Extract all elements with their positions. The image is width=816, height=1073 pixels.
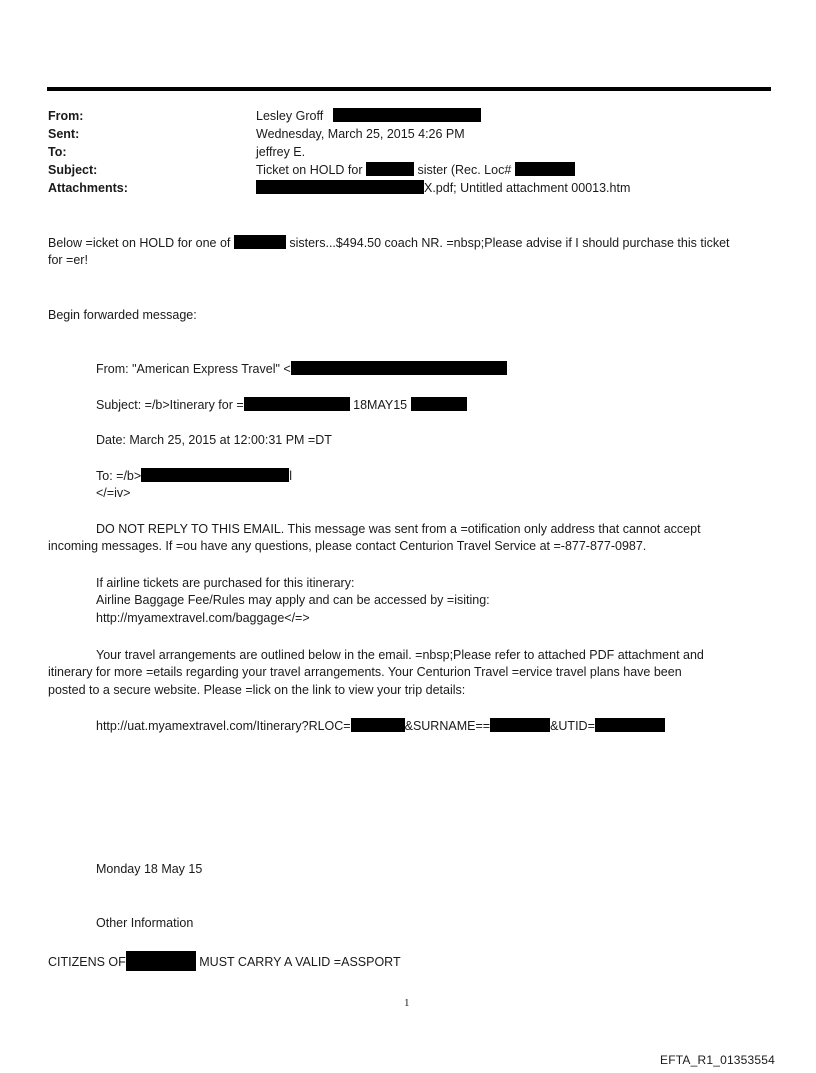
redaction-bar: [234, 235, 286, 249]
baggage-line-1: If airline tickets are purchased for this itinerary:: [96, 576, 355, 590]
fwd-to: [96, 468, 292, 485]
other-information: Other Information: [96, 916, 194, 930]
subject-value: [256, 162, 575, 179]
redaction-bar: [333, 108, 481, 122]
fwd-subject-text-2: 18MAY15: [353, 398, 408, 412]
subject-label: Subject:: [48, 163, 98, 177]
redaction-bar: [141, 468, 289, 482]
url-text-3: &UTID=: [550, 719, 595, 733]
citizens-line: [48, 951, 401, 971]
intro-text-2: sisters...$494.50 coach NR. =nbsp;Please advise if I should purchase this ticket: [289, 236, 730, 250]
arrange-line-3: posted to a secure website. Please =lick on the link to view your trip details:: [48, 683, 466, 697]
arrange-line-1: Your travel arrangements are outlined below in the email. =nbsp;Please refer to attached PDF attachment and: [96, 648, 704, 662]
from-value: [256, 108, 481, 125]
forwarded-header: Begin forwarded message:: [48, 308, 197, 322]
document-id: EFTA_R1_01353554: [660, 1053, 776, 1067]
arrange-line-2: itinerary for more =etails regarding your travel arrangements. Your Centurion Travel =ervice travel plans have been: [48, 665, 682, 679]
fwd-from-text: From: "American Express Travel" <: [96, 362, 291, 376]
itinerary-link[interactable]: [96, 718, 665, 735]
url-text-1: http://uat.myamextravel.com/Itinerary?RLOC=: [96, 719, 351, 733]
fwd-subject: [96, 397, 467, 414]
intro-text-1: Below =icket on HOLD for one of: [48, 236, 231, 250]
fwd-date: Date: March 25, 2015 at 12:00:31 PM =DT: [96, 433, 332, 447]
to-value: jeffrey E.: [256, 145, 306, 159]
fwd-to-tail: l: [289, 469, 292, 483]
redaction-bar: [490, 718, 550, 732]
fwd-subject-text-1: Subject: =/b>Itinerary for =: [96, 398, 244, 412]
sent-value: Wednesday, March 25, 2015 4:26 PM: [256, 127, 465, 141]
citizens-text-2: MUST CARRY A VALID =ASSPORT: [199, 955, 401, 969]
attachments-text: X.pdf; Untitled attachment 00013.htm: [424, 181, 631, 195]
from-name: Lesley Groff: [256, 109, 324, 123]
redaction-bar: [366, 162, 414, 176]
redaction-bar: [515, 162, 575, 176]
baggage-line-2: Airline Baggage Fee/Rules may apply and can be accessed by =isiting:: [96, 593, 490, 607]
intro-line-2: for =er!: [48, 253, 88, 267]
redaction-bar: [244, 397, 350, 411]
redaction-bar: [291, 361, 507, 375]
redaction-bar: [126, 951, 196, 971]
baggage-link[interactable]: http://myamextravel.com/baggage</=>: [96, 611, 310, 625]
intro-line-1: [48, 235, 730, 252]
sent-label: Sent:: [48, 127, 80, 141]
attachments-value: [256, 180, 630, 197]
redaction-bar: [411, 397, 467, 411]
itinerary-date: Monday 18 May 15: [96, 862, 203, 876]
attachments-label: Attachments:: [48, 181, 128, 195]
url-text-2: &SURNAME==: [404, 719, 491, 733]
from-label: From:: [48, 109, 84, 123]
redaction-bar: [351, 718, 405, 732]
fwd-to-text: To: =/b>: [96, 469, 142, 483]
noreply-line-1: DO NOT REPLY TO THIS EMAIL. This message was sent from a =otification only address that cannot accept: [96, 522, 701, 536]
fwd-div-tag: </=iv>: [96, 486, 131, 500]
redaction-bar: [595, 718, 665, 732]
subject-text-2: sister (Rec. Loc#: [417, 163, 512, 177]
citizens-text-1: CITIZENS OF: [48, 955, 126, 969]
to-label: To:: [48, 145, 67, 159]
fwd-from: [96, 361, 507, 378]
header-rule: [47, 87, 771, 91]
redaction-bar: [256, 180, 424, 194]
subject-text-1: Ticket on HOLD for: [256, 163, 363, 177]
page-number: 1: [404, 997, 410, 1009]
noreply-line-2: incoming messages. If =ou have any questions, please contact Centurion Travel Service at =-877-877-0987.: [48, 539, 647, 553]
